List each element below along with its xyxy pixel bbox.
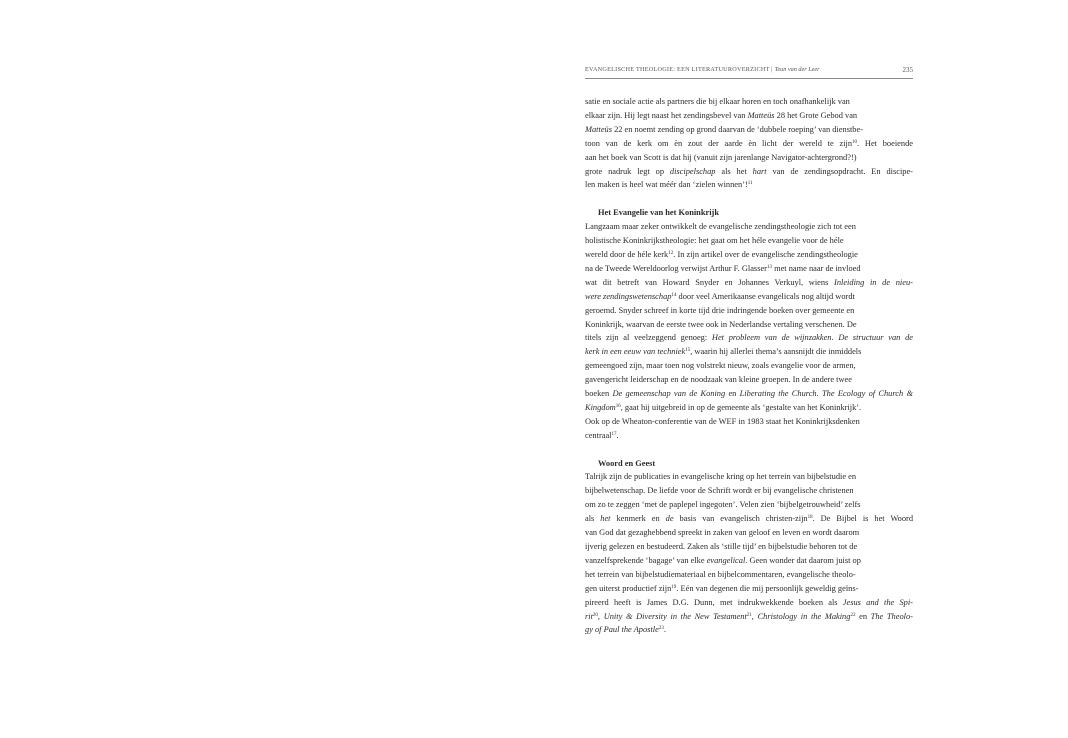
italic-run: Unity & Diversity in the New Testament	[603, 611, 747, 621]
text-line	[585, 151, 913, 165]
running-head-separator: |	[769, 66, 775, 73]
text-line	[585, 610, 913, 624]
text-run: en	[725, 389, 740, 399]
text-line	[585, 109, 913, 123]
text-run: wereld door de héle kerk	[585, 249, 669, 259]
italic-run: Het probleem van de wijnzakken	[711, 333, 832, 343]
header-rule	[585, 78, 913, 79]
text-line	[585, 290, 913, 304]
text-run: 28 het Grote Gebod van	[774, 110, 858, 120]
text-line	[585, 95, 913, 109]
text-run: . Eén van degenen die mij persoonlijk geweldig geïns-	[676, 583, 859, 593]
paragraph-gap	[585, 443, 913, 457]
text-run: gavengericht leiderschap en de noodzaak van kleine groepen. In de andere twee	[585, 375, 852, 385]
text-run: kenmerk en	[610, 514, 666, 524]
text-run: geroemd. Snyder schreef in korte tijd drie indringende boeken over gemeente en	[585, 305, 855, 315]
footnote-ref: 13	[766, 264, 772, 270]
text-line	[585, 429, 913, 443]
text-run: van de zendingsopdracht. En discipe-	[766, 166, 913, 176]
italic-run: Christology in the Making	[757, 611, 851, 621]
text-run: Ook op de Wheaton-conferentie van de WEF in 1983 staat het Koninkrijksdenken	[585, 416, 860, 426]
text-line	[585, 526, 913, 540]
text-run: . Geen wonder dat daarom juist op	[745, 555, 861, 565]
text-line	[585, 484, 913, 498]
text-run: . De Bijbel is het Woord	[812, 514, 914, 524]
text-run: gemeengoed zijn, maar toen nog volstrekt nieuw, zoals evangelie voor de armen,	[585, 361, 856, 371]
running-head-author: Teun van der Leer	[774, 66, 820, 73]
italic-run: het	[600, 514, 611, 524]
footnote-ref: 10	[852, 139, 858, 145]
section-heading: Woord en Geest	[598, 458, 656, 468]
italic-run: rit	[585, 611, 593, 621]
text-run: satie en sociale actie als partners die bij elkaar horen en toch onafhankelijk van	[585, 97, 850, 106]
text-line	[585, 248, 913, 262]
page-number: 235	[902, 66, 913, 74]
text-line	[585, 123, 913, 137]
text-run: wat dit betreft van Howard Snyder en Johannes Verkuyl, wiens	[585, 277, 835, 287]
body-text	[585, 95, 913, 637]
text-run: . Het boeiende	[857, 138, 913, 148]
text-run: grote nadruk legt op	[585, 166, 670, 176]
text-line	[585, 512, 913, 526]
footnote-ref: 16	[615, 403, 621, 409]
text-run: basis van evangelisch christen-zijn	[673, 514, 808, 524]
footnote-ref: 21	[746, 612, 752, 618]
text-run: .	[831, 333, 839, 343]
text-line	[585, 262, 913, 276]
text-line	[585, 276, 913, 290]
footnote-ref: 11	[747, 181, 753, 187]
text-line	[585, 165, 913, 179]
footnote-ref: 15	[685, 348, 691, 354]
text-run: holistische Koninkrijkstheologie: het gaat om het héle evangelie voor de héle	[585, 236, 844, 246]
running-head	[585, 66, 913, 78]
italic-run: The Theolo-	[870, 611, 913, 621]
text-run: Talrijk zijn de publicaties in evangelische kring op het terrein van bijbelstudie en	[585, 472, 857, 482]
text-run: bijbelwetenschap. De liefde voor de Schrift wordt er bij evangelische christenen	[585, 486, 854, 496]
text-line	[585, 234, 913, 248]
text-line	[585, 137, 913, 151]
text-run: titels zijn al veelzeggend genoeg:	[585, 333, 712, 343]
text-line	[585, 540, 913, 554]
text-run: 22 en noemt zending op grond daarvan de ‘dubbele roeping’ van dienstbe-	[611, 124, 863, 134]
paragraph-gap	[585, 192, 913, 206]
footnote-ref: 23	[658, 626, 664, 632]
italic-run: kerk in een eeuw van techniek	[585, 347, 686, 357]
text-line	[585, 554, 913, 568]
text-run: len maken is heel wat méér dan ‘zielen winnen’!	[585, 180, 748, 190]
text-line	[585, 220, 913, 234]
footnote-ref: 22	[850, 612, 856, 618]
text-line	[585, 359, 913, 373]
text-run: met name naar de invloed	[771, 263, 861, 273]
text-run: ijverig gelezen en bestudeerd. Zaken als ‘stille tijd’ en bijbelstudie behoren tot de	[585, 542, 858, 551]
text-run: .	[663, 625, 666, 635]
text-run: toon van de kerk om èn zout der aarde èn licht der wereld te zijn	[585, 138, 853, 148]
text-run: , waarin hij allerlei thema’s aansnijdt die inmiddels	[690, 347, 862, 357]
text-line	[585, 568, 913, 582]
footnote-ref: 18	[807, 515, 813, 521]
italic-run: de	[665, 514, 674, 524]
text-run: aan het boek van Scott is dat hij (vanuit zijn jarenlange Navigator-achtergrond?!)	[585, 152, 857, 162]
text-run: als	[585, 514, 601, 524]
running-head-title: EVANGELISCHE THEOLOGIE: EEN LITERATUUROVERZICHT	[585, 66, 770, 73]
text-run: ,	[751, 611, 758, 621]
italic-run: Jesus and the Spi-	[842, 597, 913, 607]
text-run: Langzaam maar zeker ontwikkelt de evangelische zendingstheologie zich tot een	[585, 222, 856, 232]
text-line	[585, 345, 913, 359]
footnote-ref: 12	[668, 250, 674, 256]
text-line	[585, 498, 913, 512]
footnote-ref: 19	[671, 584, 677, 590]
text-line	[585, 331, 913, 345]
italic-run: Liberating the Church. The Ecology of Church &	[739, 389, 913, 399]
text-run: om zo te zeggen ‘met de paplepel ingegoten’. Velen zien ‘bijbelgetrouwheid’ zelfs	[585, 500, 861, 510]
italic-run: gy of Paul the Apostle	[585, 625, 659, 635]
section-heading: Het Evangelie van het Koninkrijk	[598, 208, 719, 218]
italic-run: evangelical	[706, 555, 746, 565]
text-run: pireerd heeft is James D.G. Dunn, met indrukwekkende boeken als	[585, 597, 843, 607]
text-run: . In zijn artikel over de evangelische zendingstheologie	[673, 249, 858, 259]
text-run: .	[616, 430, 619, 440]
italic-run: Inleiding in de nieu-	[834, 277, 913, 287]
text-line	[585, 582, 913, 596]
italic-run: discipelschap	[669, 166, 716, 176]
text-line	[585, 415, 913, 429]
italic-run: De structuur van de	[838, 333, 913, 343]
italic-run: De gemeenschap van de Koning	[612, 389, 726, 399]
italic-run: Matteüs	[747, 110, 775, 120]
italic-run: were zendingswetenschap	[585, 291, 672, 301]
footnote-ref: 20	[592, 612, 598, 618]
text-line	[585, 318, 913, 332]
text-run: Koninkrijk, waarvan de eerste twee ook in Nederlandse vertaling verschenen. De	[585, 319, 857, 329]
text-line	[585, 596, 913, 610]
text-run: en	[855, 611, 871, 621]
text-line	[585, 373, 913, 387]
footnote-ref: 14	[671, 292, 677, 298]
footnote-ref: 17	[611, 431, 617, 437]
text-run: ,	[597, 611, 604, 621]
text-line	[585, 387, 913, 401]
text-run: na de Tweede Wereldoorlog verwijst Arthur F. Glasser	[585, 263, 767, 273]
text-run: boeken	[585, 389, 613, 399]
text-run: gen uiterst productief zijn	[585, 583, 672, 593]
text-line	[585, 623, 913, 637]
italic-run: hart	[752, 166, 767, 176]
text-line	[585, 178, 913, 192]
italic-run: Matteüs	[585, 124, 612, 134]
text-run: elkaar zijn. Hij legt naast het zendingsbevel van	[585, 110, 748, 120]
text-run: het terrein van bijbelstudiemateriaal en bijbelcommentaren, evangelische theolo-	[585, 569, 856, 579]
italic-run: Kingdom	[585, 402, 616, 412]
text-run: als het	[715, 166, 753, 176]
text-run: vanzelfsprekende ‘bagage’ van elke	[585, 555, 707, 565]
text-line	[585, 304, 913, 318]
text-line	[585, 401, 913, 415]
text-run: door veel Amerikaanse evangelicals nog altijd wordt	[676, 291, 855, 301]
text-run: , gaat hij uitgebreid in op de gemeente als ‘gestalte van het Koninkrijk’.	[620, 402, 862, 412]
text-run: van God dat gezaghebbend spreekt in zaken van geloof en leven en wordt daarom	[585, 528, 860, 538]
text-run: centraal	[585, 430, 612, 440]
text-line	[585, 470, 913, 484]
